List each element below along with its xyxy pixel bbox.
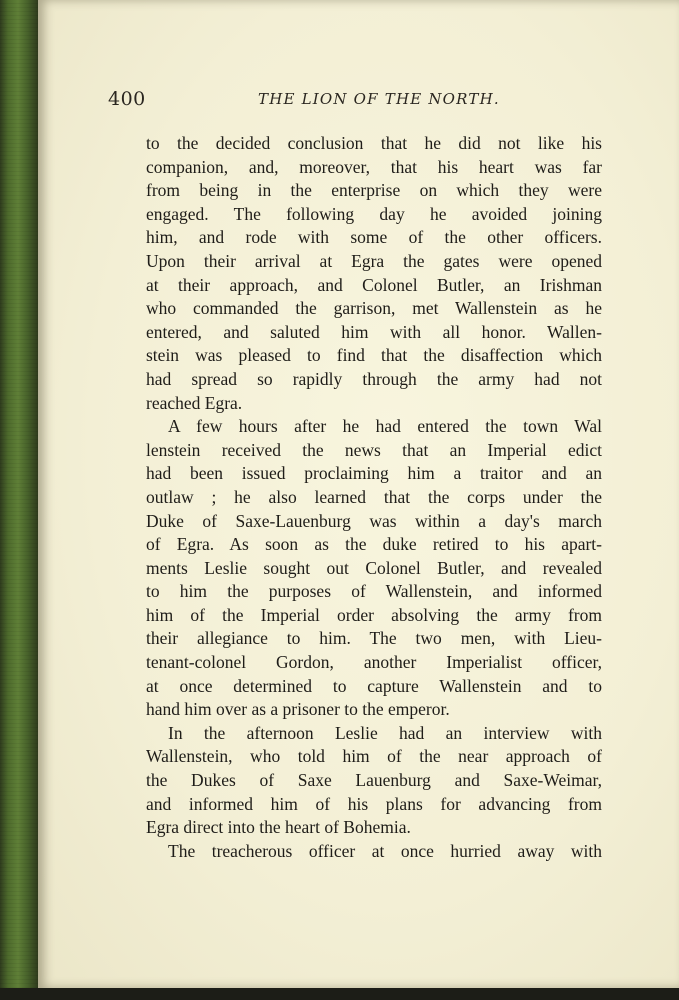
text-line: at their approach, and Colonel Butler, an Irishman (146, 274, 602, 295)
text-line: Egra direct into the heart of Bohemia. (146, 817, 411, 838)
text-line: the Dukes of Saxe Lauenburg and Saxe-Weimar, (146, 770, 602, 791)
text-line: A few hours after he had entered the town Wal (168, 416, 602, 437)
text-line: him, and rode with some of the other officers. (146, 227, 602, 248)
text-line: Wallenstein, who told him of the near approach of (146, 746, 602, 767)
book-binding-edge (0, 0, 40, 1000)
text-line: hand him over as a prisoner to the emperor. (146, 699, 450, 720)
text-line: The treacherous officer at once hurried away with (168, 840, 602, 861)
text-line: had spread so rapidly through the army had not (146, 368, 602, 389)
text-line: stein was pleased to find that the disaffection which (146, 345, 602, 366)
text-line: engaged. The following day he avoided joining (146, 203, 602, 224)
text-line: of Egra. As soon as the duke retired to his apart- (146, 534, 602, 555)
page-number: 400 (108, 88, 146, 110)
text-line: him of the Imperial order absolving the army from (146, 604, 602, 625)
scan-bottom-edge (0, 988, 679, 1000)
text-line: ments Leslie sought out Colonel Butler, and revealed (146, 557, 602, 578)
text-line: from being in the enterprise on which they were (146, 180, 602, 201)
text-line: their allegiance to him. The two men, with Lieu- (146, 628, 602, 649)
text-line: who commanded the garrison, met Wallenstein as he (146, 298, 602, 319)
text-line: to the decided conclusion that he did not like his (146, 133, 602, 153)
text-line: Duke of Saxe-Lauenburg was within a day's march (146, 510, 602, 531)
text-line: had been issued proclaiming him a traitor and an (146, 463, 602, 484)
text-line: lenstein received the news that an Imperial edict (146, 439, 602, 460)
text-line: entered, and saluted him with all honor. Wallen- (146, 321, 602, 342)
text-line: reached Egra. (146, 392, 243, 413)
page-header (108, 88, 603, 114)
text-line: and informed him of his plans for advancing from (146, 793, 602, 814)
text-line: Upon their arrival at Egra the gates were opened (146, 250, 602, 271)
text-line: outlaw ; he also learned that the corps under the (146, 486, 602, 507)
text-line: to him the purposes of Wallenstein, and informed (146, 581, 602, 602)
text-line: In the afternoon Leslie had an interview with (168, 722, 602, 743)
text-line: tenant-colonel Gordon, another Imperialist officer, (146, 652, 602, 673)
running-head: THE LION OF THE NORTH. (258, 90, 500, 108)
text-line: companion, and, moreover, that his heart was far (146, 156, 602, 177)
text-line: at once determined to capture Wallenstein and to (146, 675, 602, 696)
body-text (146, 132, 602, 863)
